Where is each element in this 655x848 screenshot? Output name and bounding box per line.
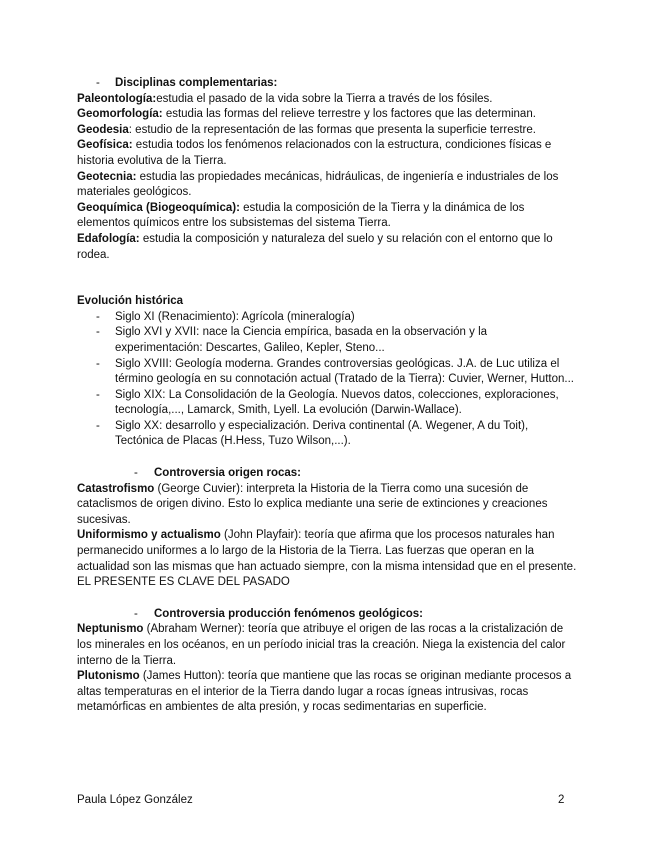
list-item-text: Siglo XVI y XVII: nace la Ciencia empírica, basada en la observación y la experimentación: Descartes, Galileo, Kepler, Steno... — [115, 326, 488, 354]
entry-term: Geoquímica (Biogeoquímica): — [77, 201, 240, 214]
list-dash: - — [96, 77, 100, 89]
list-item — [77, 357, 577, 388]
list-dash: - — [96, 310, 100, 323]
entry-edafologia — [77, 232, 577, 263]
entry-geomorfologia — [77, 107, 577, 123]
entry-geoquimica — [77, 201, 577, 232]
section-heading-fenomenos — [77, 607, 577, 623]
entry-paleontologia — [77, 92, 577, 108]
spacer — [77, 591, 577, 607]
entry-geofisica — [77, 138, 577, 169]
entry-text: (George Cuvier): interpreta la Historia de la Tierra como una sucesión de cataclismos de origen divino. Esto lo explica mediante una serie de extinciones y creaciones sucesivas. — [77, 482, 548, 526]
heading-text: Controversia origen rocas: — [154, 467, 301, 480]
page-content — [77, 76, 577, 716]
heading-text: Disciplinas complementarias: — [115, 77, 278, 89]
entry-term: Edafología: — [77, 232, 140, 245]
list-item — [77, 325, 577, 356]
list-dash: - — [96, 419, 100, 432]
list-item-text: Siglo XVIII: Geología moderna. Grandes controversias geológicas. J.A. de Luc utiliza el término geología en su connotación actual (Tratado de la Tierra): Cuvier, Werner, Hutton... — [115, 357, 574, 386]
entry-term: Geomorfología: — [77, 108, 163, 121]
entry-term: Geotecnia: — [77, 170, 137, 183]
entry-text: estudia las propiedades mecánicas, hidráulicas, de ingeniería e industriales de los materiales geológicos. — [77, 170, 559, 199]
section-heading-evolucion: Evolución histórica — [77, 295, 184, 308]
entry-geodesia — [77, 123, 577, 139]
list-item-text: Siglo XIX: La Consolidación de la Geología. Nuevos datos, colecciones, exploraciones, tecnología,..., Lamarck, Smith, Lyell. La evolución (Darwin-Wallace). — [115, 388, 559, 417]
spacer — [77, 450, 577, 466]
list-item — [77, 310, 577, 326]
entry-uniformismo — [77, 528, 577, 590]
entry-term: Plutonismo — [77, 670, 140, 683]
entry-term: Paleontología: — [77, 92, 157, 105]
entry-text: estudia todos los fenómenos relacionados con la estructura, condiciones físicas e historia evolutiva de la Tierra. — [77, 139, 552, 167]
footer-page-number: 2 — [558, 794, 565, 806]
entry-term: Catastrofismo — [77, 482, 155, 495]
entry-text: (John Playfair): teoría que afirma que los procesos naturales han permanecido uniformes a lo largo de la Historia de la Tierra. Las fuerzas que operan en la actualidad son las mismas que han actuado siempre, con la misma intensidad que en el presente. EL PRESENTE ES CLAVE DEL PASADO — [77, 529, 577, 589]
entry-catastrofismo — [77, 482, 577, 529]
entry-text: estudia las formas del relieve terrestre y los factores que las determinan. — [162, 108, 536, 121]
entry-neptunismo — [77, 622, 577, 669]
entry-text: estudia la composición y naturaleza del suelo y su relación con el entorno que lo rodea. — [77, 232, 553, 261]
list-dash: - — [134, 467, 138, 480]
section-heading-origen-rocas — [77, 466, 577, 482]
heading-text: Controversia producción fenómenos geológicos: — [154, 607, 424, 620]
entry-plutonismo — [77, 669, 577, 716]
entry-text: estudia la composición de la Tierra y la dinámica de los elementos químicos entre los subsistemas del sistema Tierra. — [77, 201, 525, 230]
entry-term: Geofísica: — [77, 139, 133, 152]
section-heading-disciplinas — [77, 76, 577, 92]
footer-author: Paula López González — [77, 794, 193, 806]
entry-text: : estudio de la representación de las formas que presenta la superficie terrestre. — [128, 123, 536, 136]
list-item — [77, 388, 577, 419]
history-list — [77, 310, 577, 450]
entry-text: estudia el pasado de la vida sobre la Tierra a través de los fósiles. — [156, 92, 493, 105]
entry-term: Neptunismo — [77, 623, 144, 636]
list-dash: - — [134, 607, 138, 620]
list-item — [77, 419, 577, 450]
entry-term: Geodesia — [77, 123, 129, 136]
entry-text: (James Hutton): teoría que mantiene que las rocas se originan mediante procesos a altas temperaturas en el interior de la Tierra dando lugar a rocas ígneas intrusivas, rocas metamórficas en ambientes de alta presión, y rocas sedimentarias en superficie. — [77, 670, 572, 714]
entry-geotecnia — [77, 170, 577, 201]
entry-term: Uniformismo y actualismo — [77, 529, 221, 542]
spacer — [77, 263, 577, 294]
list-dash: - — [96, 357, 100, 370]
list-dash: - — [96, 388, 100, 401]
list-item-text: Siglo XX: desarrollo y especialización. Deriva continental (A. Wegener, A du Toit), Tectónica de Placas (H.Hess, Tuzo Wilson,...). — [115, 419, 529, 448]
list-item-text: Siglo XI (Renacimiento): Agrícola (mineralogía) — [115, 310, 355, 323]
list-dash: - — [96, 326, 100, 339]
entry-text: (Abraham Werner): teoría que atribuye el origen de las rocas a la cristalización de los minerales en los océanos, en un período inicial tras la creación. Niega la existencia del calor interno de la Tierra. — [77, 623, 566, 667]
